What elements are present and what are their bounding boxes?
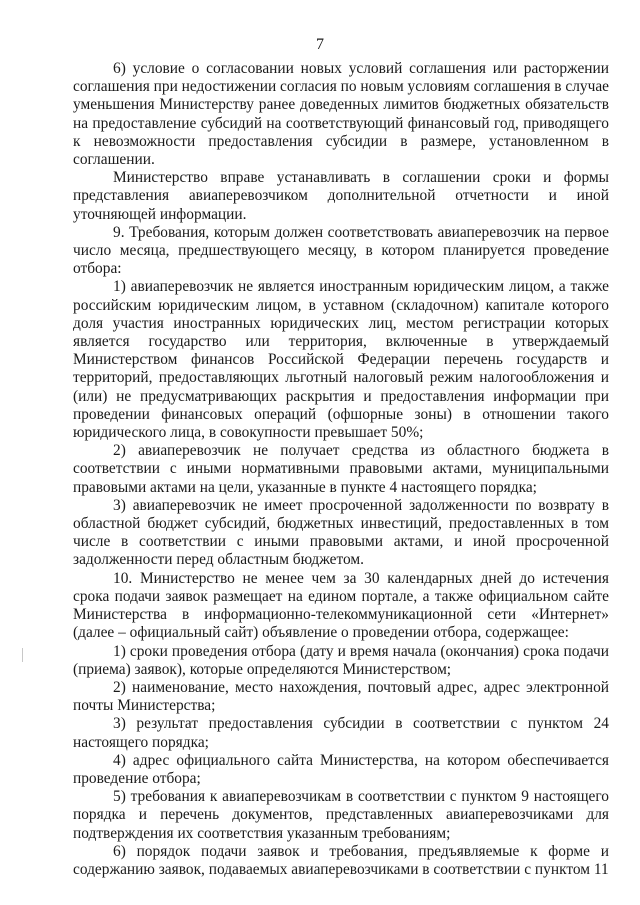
paragraph-requirement-1: 1) авиаперевозчик не является иностранным юридическим лицом, а также российским юридическим лицом, в уставном (складочном) капитале которого доля участия иностранных юридических лиц, местом регистрации которых является государство или территория, включенные в утверждаемый Министерством финансов Российской Федерации перечень государств и территорий, предоставляющих льготный налоговый режим налогообложения и (или) не предусматривающих раскрытия и предоставления информации при проведении финансовых операций (офшорные зоны) в отношении такого юридического лица, в совокупности превышает 50%;: [73, 278, 609, 442]
document-body: [73, 60, 609, 879]
paragraph-announcement-item-1: 1) сроки проведения отбора (дату и время начала (окончания) срока подачи (приема) заявок), которые определяются Министерством;: [73, 642, 609, 678]
margin-mark: [22, 648, 23, 662]
paragraph-reporting: Министерство вправе устанавливать в соглашении сроки и формы представления авиаперевозчиком дополнительной отчетности и иной уточняющей информации.: [73, 169, 609, 223]
paragraph-announcement-item-3: 3) результат предоставления субсидии в соответствии с пунктом 24 настоящего порядка;: [73, 715, 609, 751]
paragraph-section-9: 9. Требования, которым должен соответствовать авиаперевозчик на первое число месяца, предшествующего месяцу, в котором планируется проведение отбора:: [73, 223, 609, 278]
paragraph-announcement-item-5: 5) требования к авиаперевозчикам в соответствии с пунктом 9 настоящего порядка и перечень документов, представленных авиаперевозчиками для подтверждения их соответствия указанным требованиям;: [73, 788, 609, 842]
paragraph-subsidy-condition-6: 6) условие о согласовании новых условий соглашения или расторжении соглашения при недостижении согласия по новым условиям соглашения в случае уменьшения Министерству ранее доведенных лимитов бюджетных обязательств на предоставление субсидий на соответствующий финансовый год, приводящего к невозможности предоставления субсидии в размере, установленном в соглашении.: [73, 60, 609, 169]
paragraph-announcement-item-4: 4) адрес официального сайта Министерства, на котором обеспечивается проведение отбора;: [73, 751, 609, 787]
paragraph-announcement-item-6: 6) порядок подачи заявок и требования, предъявляемые к форме и содержанию заявок, подаваемых авиаперевозчиками в соответствии с пунктом 11: [73, 842, 609, 878]
paragraph-requirement-3: 3) авиаперевозчик не имеет просроченной задолженности по возврату в областной бюджет субсидий, бюджетных инвестиций, предоставленных в том числе в соответствии с иными правовыми актами, и иной просроченной задолженности перед областным бюджетом.: [73, 496, 609, 569]
paragraph-requirement-2: 2) авиаперевозчик не получает средства из областного бюджета в соответствии с иными нормативными правовыми актами, муниципальными правовыми актами на цели, указанные в пункте 4 настоящего порядка;: [73, 442, 609, 496]
paragraph-section-10: 10. Министерство не менее чем за 30 календарных дней до истечения срока подачи заявок размещает на едином портале, а также официальном сайте Министерства в информационно-телекоммуникационной сети «Интернет» (далее – официальный сайт) объявление о проведении отбора, содержащее:: [73, 569, 609, 642]
page-number: 7: [316, 36, 324, 53]
paragraph-announcement-item-2: 2) наименование, место нахождения, почтовый адрес, адрес электронной почты Министерства;: [73, 678, 609, 715]
